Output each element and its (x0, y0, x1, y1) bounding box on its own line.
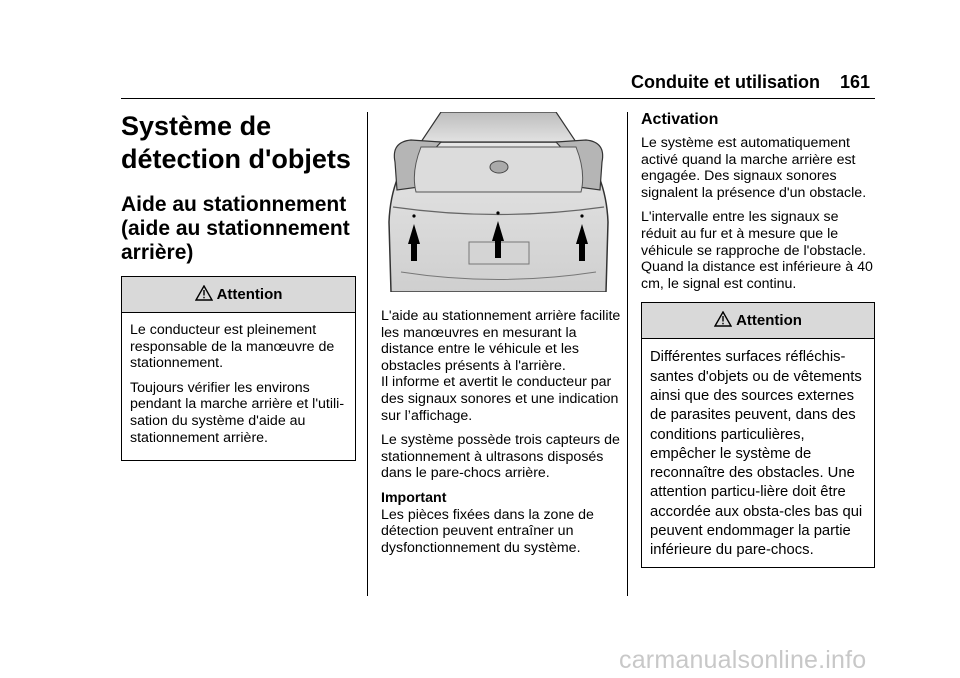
warning-triangle-icon (195, 285, 213, 305)
header-rule (121, 98, 875, 99)
col3-text (641, 135, 876, 292)
col2-paragraph-1: L'aide au stationnement arrière facilite les manœuvres en mesurant la distance entre le véhicule et les obstacles présents à l'arrière. (381, 308, 621, 374)
section-title: Système de détection d'objets (121, 111, 351, 174)
warning-box-2 (641, 302, 875, 567)
warning-header-2 (642, 303, 874, 339)
page-number: 161 (840, 72, 871, 92)
column-divider-1 (367, 112, 368, 596)
car-rear-illustration (381, 112, 616, 292)
column-3 (641, 110, 876, 568)
warning-header-1 (122, 277, 355, 313)
warning-label-2: Attention (736, 312, 802, 330)
col2-paragraph-1b: Il informe et avertit le conducteur par des signaux sonores et une indication sur l’affichage. (381, 374, 619, 424)
warning-body-1 (122, 313, 355, 460)
col2-paragraph-2: Le système possède trois capteurs de stationnement à ultrasons disposés dans le pare-chocs arrière. (381, 432, 620, 482)
column-1 (121, 110, 361, 461)
warning-1-paragraph-2: Toujours vérifier les environs pendant la marche arrière et l'utili-sation du système d'aide au stationnement arrière. (130, 379, 345, 446)
warning-body-2: Différentes surfaces réfléchis-santes d'objets ou de vêtements ainsi que des sources externes de parasites peuvent, dans des conditions particulières, empêcher le système de reconnaître des obstacles. Une attention particu-lière doit être accordée aux obsta-cles bas qui peuvent endommager la partie inférieure du pare-chocs. (650, 349, 863, 559)
activation-heading: Activation (641, 111, 719, 128)
warning-1-paragraph-1: Le conducteur est pleinement responsable de la manœuvre de stationnement. (130, 322, 335, 372)
section-subtitle: Aide au stationnement (aide au stationnement arrière) (121, 193, 350, 264)
warning-triangle-icon (714, 311, 732, 331)
watermark: carmanualsonline.info (619, 646, 867, 674)
col3-paragraph-1: Le système est automatiquement activé quand la marche arrière est engagée. Des signaux sonores signalent la présence d'un obstacle. (641, 135, 867, 201)
column-divider-2 (627, 112, 628, 596)
col3-paragraph-2: L'intervalle entre les signaux se réduit au fur et à mesure que le véhicule se rapproche de l'obstacle. Quand la distance est inférieure à 40 cm, le signal est continu. (641, 209, 873, 292)
important-label: Important (381, 489, 447, 506)
warning-label-1: Attention (216, 286, 283, 303)
column-2-text (381, 308, 621, 556)
warning-box-1 (121, 276, 356, 461)
running-header: Conduite et utilisation (631, 72, 820, 92)
col2-paragraph-3: Les pièces fixées dans la zone de détection peuvent entraîner un dysfonctionnement du système. (381, 506, 594, 556)
